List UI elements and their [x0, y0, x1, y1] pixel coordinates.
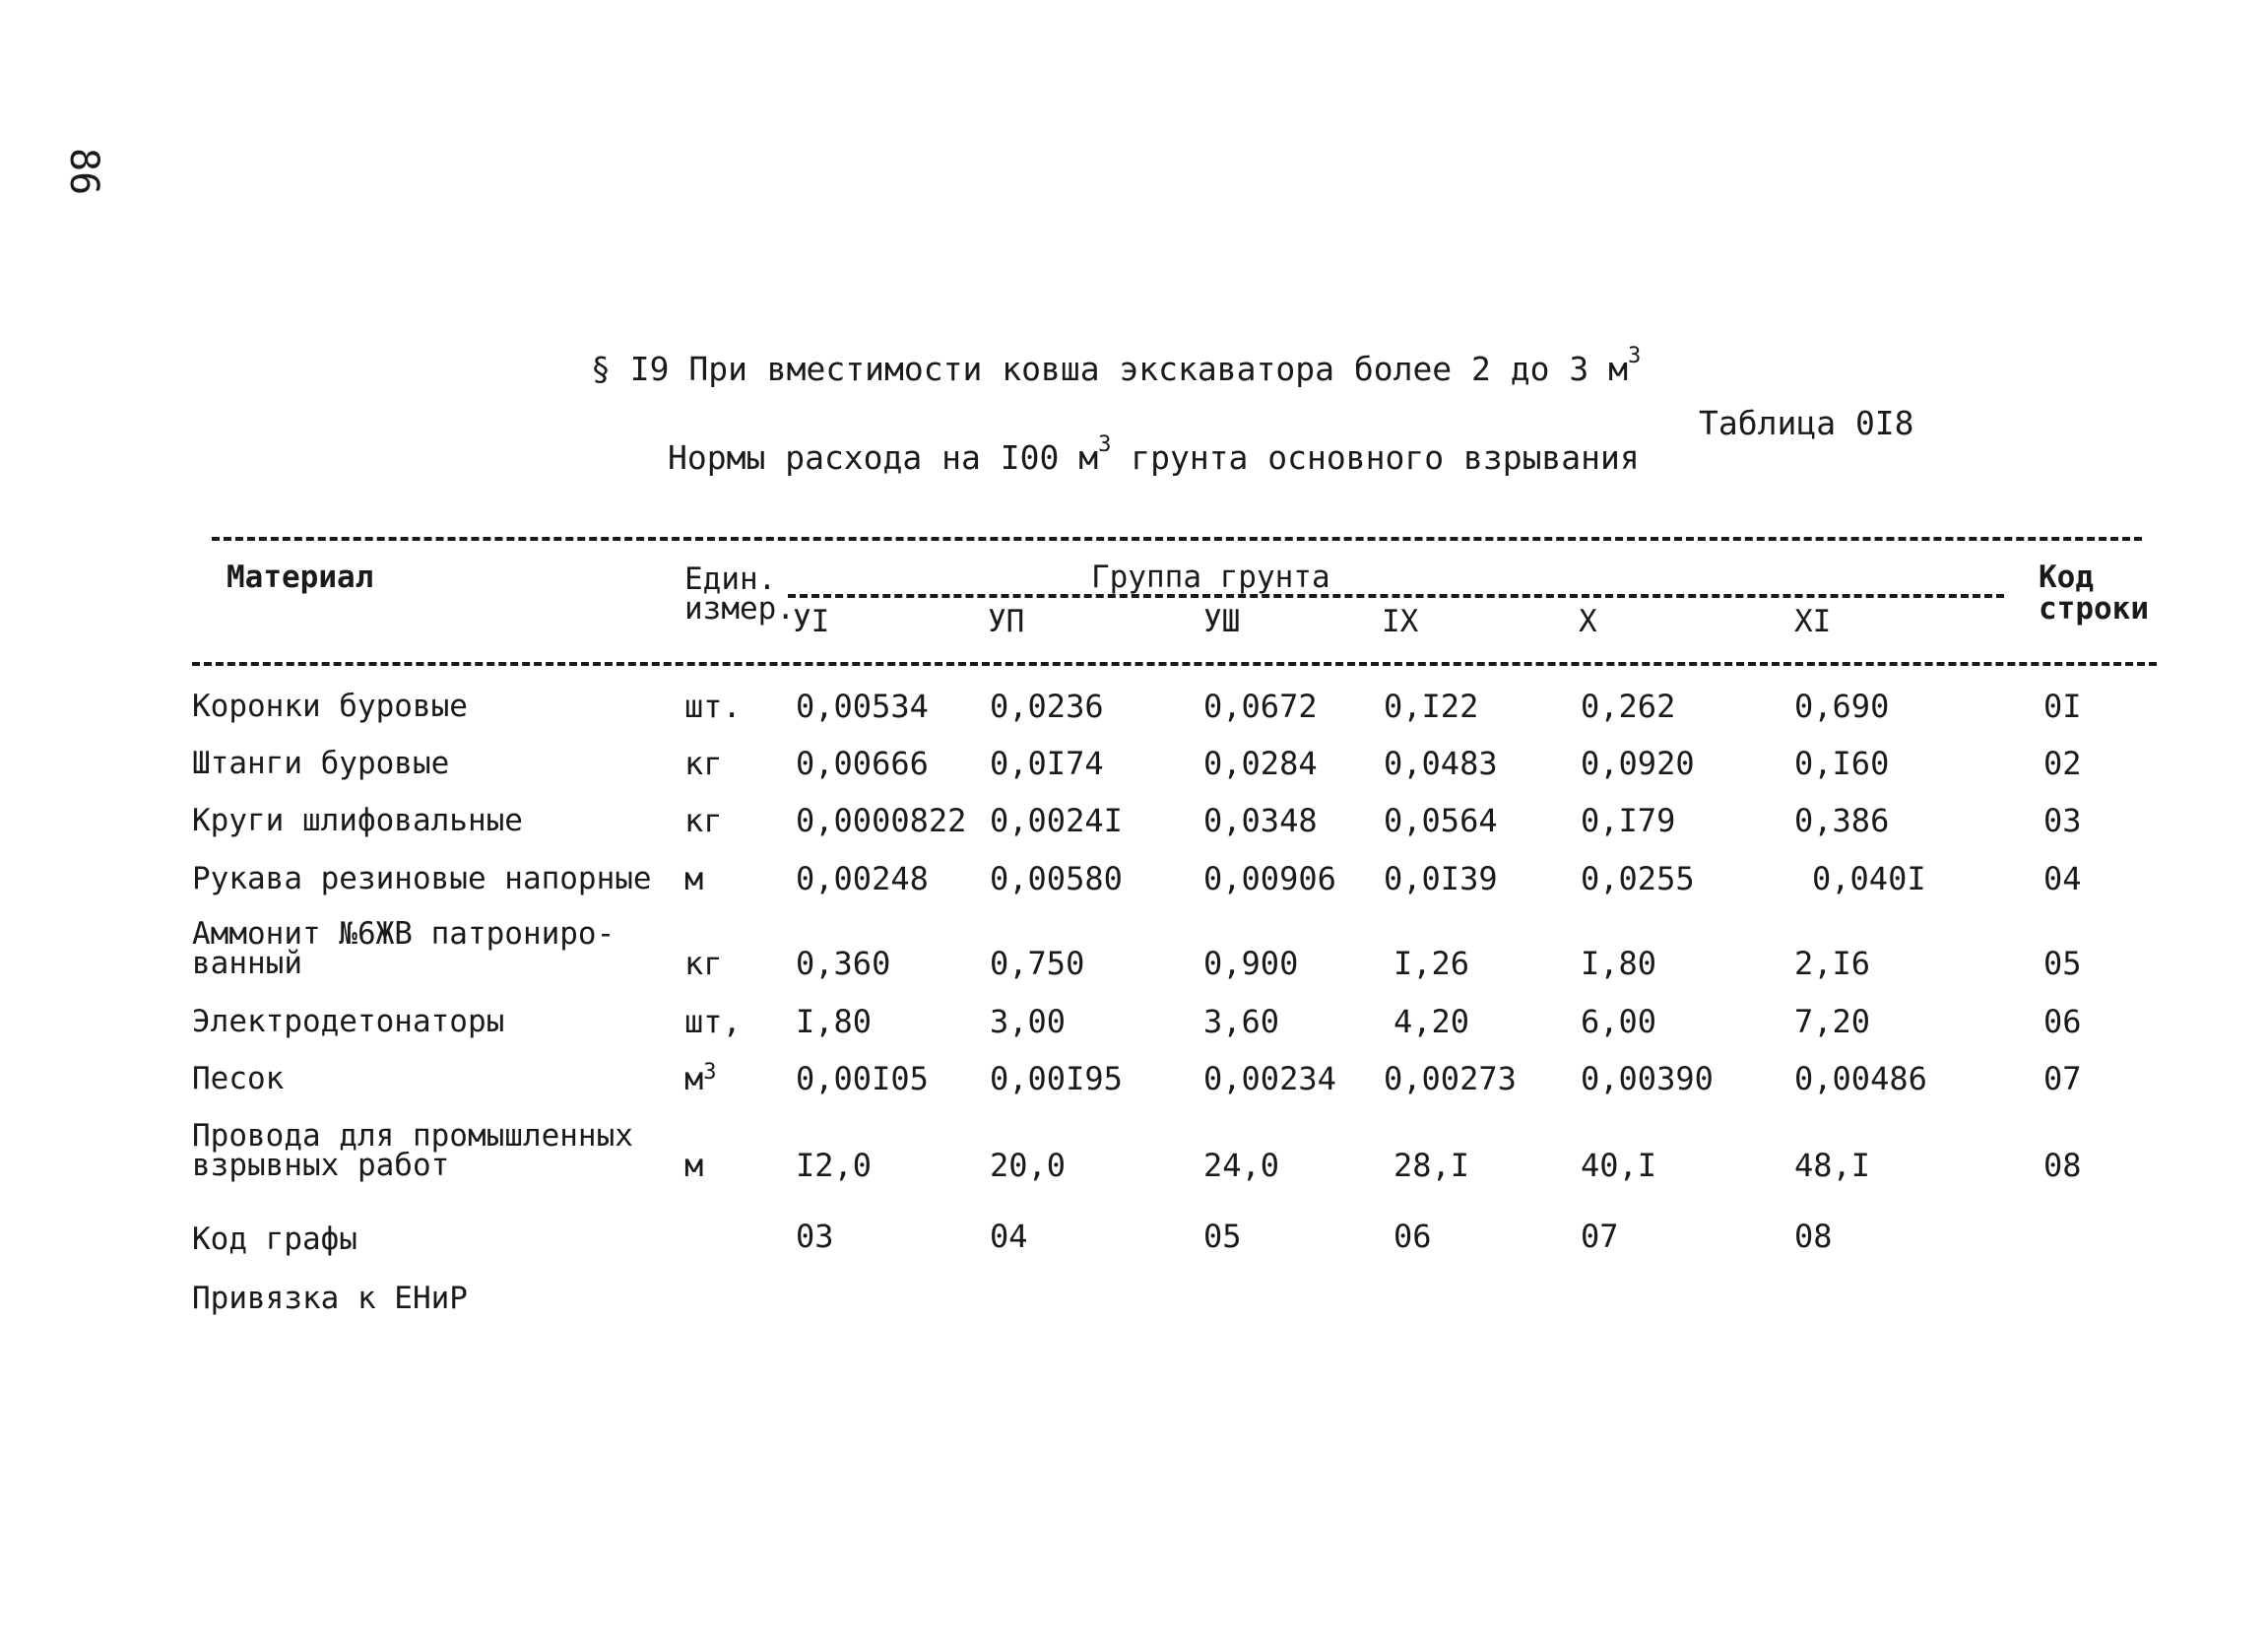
- row-8-value-2: 20,0: [990, 1147, 1067, 1184]
- table-top-rule: [212, 537, 2142, 541]
- row-1-value-2: 0,0236: [990, 688, 1104, 725]
- row-8-value-6: 48,I: [1794, 1147, 1871, 1184]
- row-2-unit: кг: [684, 745, 723, 782]
- row-7-material: Песок: [192, 1061, 285, 1096]
- column-codes-label: Код графы: [192, 1222, 357, 1257]
- header-group-5: X: [1579, 604, 1597, 639]
- row-2-code: 02: [2043, 745, 2082, 782]
- header-group-3: УШ: [1203, 604, 1241, 639]
- row-3-value-5: 0,I79: [1581, 802, 1676, 839]
- row-3-material: Круги шлифовальные: [192, 803, 523, 838]
- row-4-code: 04: [2043, 860, 2082, 897]
- header-unit-line1: Един.: [684, 562, 777, 597]
- row-4-value-6: 0,040I: [1812, 860, 1926, 897]
- header-material: Материал: [227, 560, 374, 595]
- row-1-unit: шт.: [684, 688, 742, 725]
- subtitle-text-end: грунта основного взрывания: [1111, 438, 1640, 477]
- row-5-value-1: 0,360: [796, 945, 891, 982]
- subtitle-text-start: Нормы расхода на I00 м: [668, 438, 1099, 477]
- table-label: Таблица 0I8: [1699, 404, 1914, 442]
- row-5-value-6: 2,I6: [1794, 945, 1871, 982]
- row-7-value-6: 0,00486: [1794, 1060, 1927, 1097]
- row-1-value-1: 0,00534: [796, 688, 929, 725]
- row-6-value-6: 7,20: [1794, 1003, 1871, 1040]
- row-8-value-4: 28,I: [1393, 1147, 1470, 1184]
- header-group: Группа грунта: [1091, 560, 1330, 595]
- row-6-code: 06: [2043, 1003, 2082, 1040]
- row-3-value-1: 0,0000822: [796, 802, 967, 839]
- row-7-value-4: 0,00273: [1384, 1060, 1517, 1097]
- row-3-value-4: 0,0564: [1384, 802, 1498, 839]
- row-6-value-1: I,80: [796, 1003, 873, 1040]
- section-title-superscript: 3: [1628, 344, 1642, 368]
- row-4-value-5: 0,0255: [1581, 860, 1695, 897]
- row-4-value-2: 0,00580: [990, 860, 1123, 897]
- row-4-value-3: 0,00906: [1203, 860, 1336, 897]
- row-5-code: 05: [2043, 945, 2082, 982]
- header-code-line2: строки: [2039, 591, 2149, 627]
- page-number: 86: [61, 148, 106, 196]
- row-7-unit: [684, 1060, 717, 1097]
- footer-note: Привязка к ЕНиР: [192, 1281, 468, 1316]
- row-7-unit-superscript: 3: [703, 1060, 717, 1085]
- row-8-material: Провода для промышленных взрывных работ: [192, 1118, 633, 1183]
- row-1-code: 0I: [2043, 688, 2082, 725]
- row-3-value-6: 0,386: [1794, 802, 1890, 839]
- header-group-6: XI: [1794, 604, 1832, 639]
- header-group-1: УI: [793, 604, 830, 639]
- row-2-material: Штанги буровые: [192, 746, 450, 781]
- row-4-unit: м: [684, 860, 704, 897]
- header-unit-line2: измер.: [684, 591, 795, 627]
- header-group-4: IX: [1382, 604, 1419, 639]
- row-7-value-2: 0,00I95: [990, 1060, 1123, 1097]
- row-5-value-2: 0,750: [990, 945, 1085, 982]
- row-7-unit-text: м: [684, 1060, 704, 1097]
- row-8-value-3: 24,0: [1203, 1147, 1280, 1184]
- column-code-6: 08: [1794, 1218, 1833, 1255]
- row-6-unit: шт,: [684, 1003, 742, 1040]
- column-code-2: 04: [990, 1218, 1028, 1255]
- row-3-value-3: 0,0348: [1203, 802, 1318, 839]
- row-7-value-5: 0,00390: [1581, 1060, 1714, 1097]
- row-2-value-3: 0,0284: [1203, 745, 1318, 782]
- row-5-value-3: 0,900: [1203, 945, 1299, 982]
- row-6-value-5: 6,00: [1581, 1003, 1657, 1040]
- column-code-1: 03: [796, 1218, 834, 1255]
- row-5-value-4: I,26: [1393, 945, 1470, 982]
- row-3-code: 03: [2043, 802, 2082, 839]
- column-code-3: 05: [1203, 1218, 1242, 1255]
- header-group-rule: [788, 594, 2004, 598]
- subtitle-superscript: 3: [1098, 432, 1112, 457]
- row-6-value-2: 3,00: [990, 1003, 1067, 1040]
- row-2-value-4: 0,0483: [1384, 745, 1498, 782]
- row-2-value-1: 0,00666: [796, 745, 929, 782]
- row-8-value-1: I2,0: [796, 1147, 873, 1184]
- table-subtitle: [668, 432, 1640, 477]
- row-7-value-3: 0,00234: [1203, 1060, 1336, 1097]
- header-group-2: УП: [988, 604, 1025, 639]
- row-3-value-2: 0,0024I: [990, 802, 1123, 839]
- row-1-material: Коронки буровые: [192, 689, 468, 724]
- row-7-code: 07: [2043, 1060, 2082, 1097]
- row-1-value-4: 0,I22: [1384, 688, 1479, 725]
- row-2-value-5: 0,0920: [1581, 745, 1695, 782]
- row-6-material: Электродетонаторы: [192, 1004, 505, 1039]
- row-5-unit: кг: [684, 945, 723, 982]
- row-6-value-4: 4,20: [1393, 1003, 1470, 1040]
- row-4-value-1: 0,00248: [796, 860, 929, 897]
- section-title-text: § I9 При вместимости ковша экскаватора более 2 до 3 м: [591, 350, 1628, 388]
- column-code-5: 07: [1581, 1218, 1619, 1255]
- row-2-value-6: 0,I60: [1794, 745, 1890, 782]
- column-code-4: 06: [1393, 1218, 1432, 1255]
- row-5-material: Аммонит №6ЖВ патрониро-ванный: [192, 916, 616, 981]
- row-8-code: 08: [2043, 1147, 2082, 1184]
- header-bottom-rule: [192, 662, 2157, 666]
- row-1-value-6: 0,690: [1794, 688, 1890, 725]
- row-4-material: Рукава резиновые напорные: [192, 861, 652, 896]
- row-6-value-3: 3,60: [1203, 1003, 1280, 1040]
- row-4-value-4: 0,0I39: [1384, 860, 1498, 897]
- row-2-value-2: 0,0I74: [990, 745, 1104, 782]
- row-8-value-5: 40,I: [1581, 1147, 1657, 1184]
- section-title: [591, 344, 1642, 388]
- row-8-unit: м: [684, 1147, 704, 1184]
- row-1-value-5: 0,262: [1581, 688, 1676, 725]
- header-code-line1: Код: [2039, 560, 2094, 595]
- row-3-unit: кг: [684, 802, 723, 839]
- row-1-value-3: 0,0672: [1203, 688, 1318, 725]
- row-5-value-5: I,80: [1581, 945, 1657, 982]
- row-7-value-1: 0,00I05: [796, 1060, 929, 1097]
